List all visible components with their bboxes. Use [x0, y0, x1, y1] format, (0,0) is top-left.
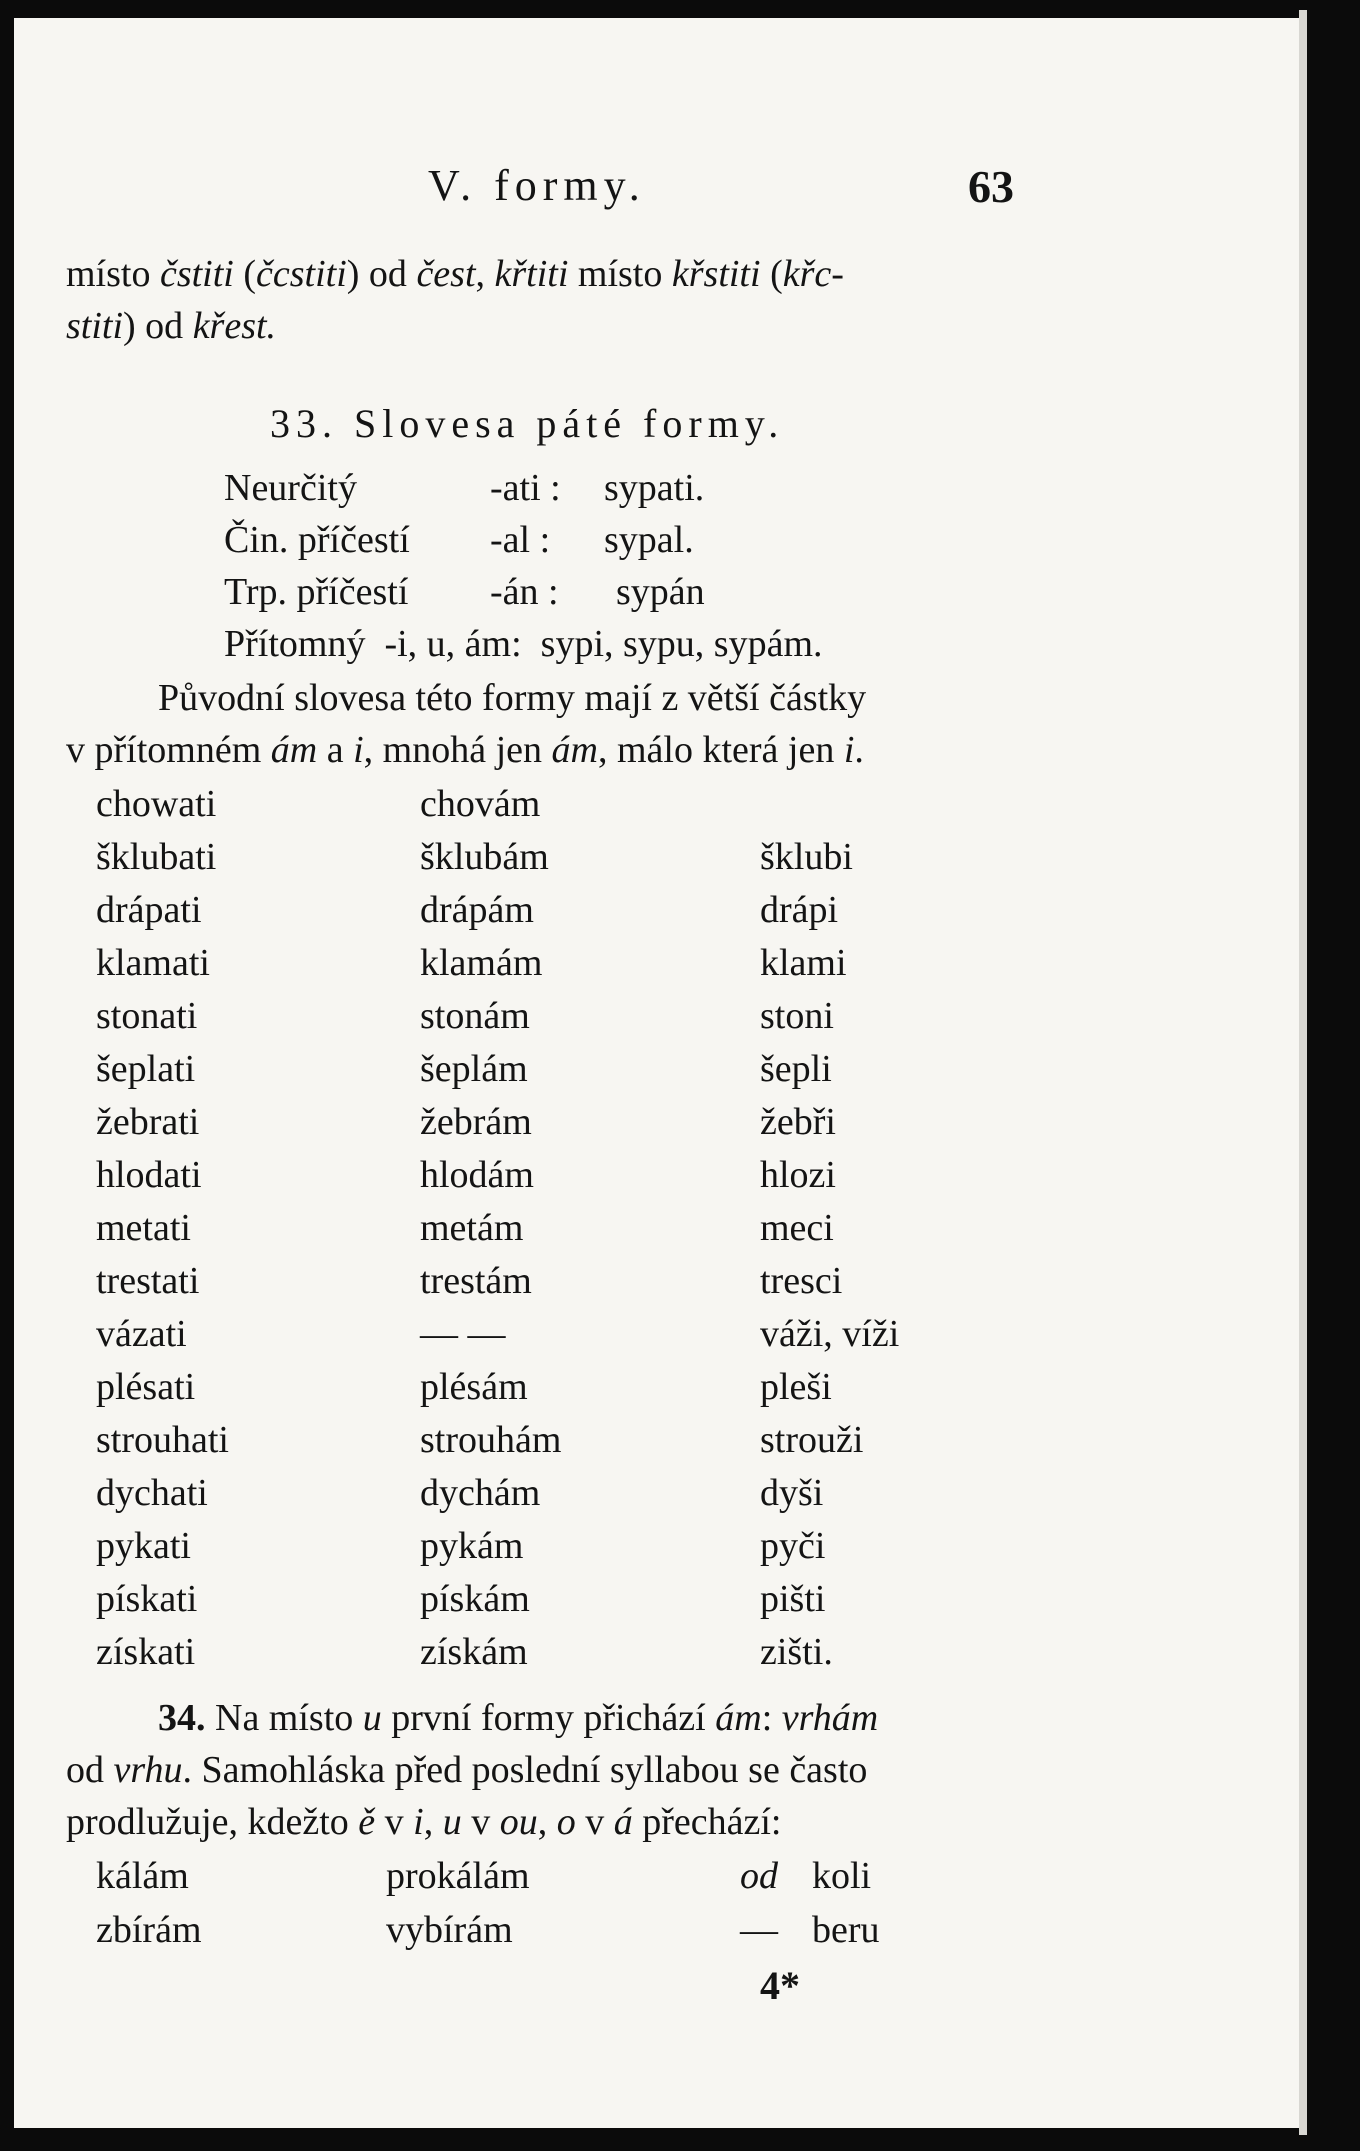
running-header: V. formy.	[428, 161, 646, 210]
verb-cell: stonati	[96, 995, 198, 1037]
verb-cell: šepli	[760, 1048, 832, 1090]
verb-cell: žebrám	[420, 1101, 532, 1143]
present-tense-line: Přítomný -i, u, ám: sypi, sypu, sypám.	[224, 623, 823, 665]
verb-cell: šklubám	[420, 836, 549, 878]
verb-cell: metati	[96, 1207, 191, 1249]
intro-line-2: stiti) od křest.	[66, 305, 277, 347]
paragraph-line-1: Původní slovesa této formy mají z větší částky	[158, 677, 867, 719]
verb-cell: váži, víži	[760, 1313, 900, 1355]
verb-cell: šeplám	[420, 1048, 528, 1090]
verb-cell: hlozi	[760, 1154, 836, 1196]
verb-cell: trestati	[96, 1260, 200, 1302]
verb-cell: zišti.	[760, 1631, 833, 1673]
bottom-cell: zbírám	[96, 1909, 202, 1951]
verb-cell: tresci	[760, 1260, 843, 1302]
form-label: Čin. příčestí	[224, 519, 410, 561]
form-suffix: -án :	[490, 571, 559, 613]
verb-cell: chovám	[420, 783, 541, 825]
verb-cell: hlodám	[420, 1154, 534, 1196]
verb-cell: získám	[420, 1631, 528, 1673]
form-example: sypati.	[604, 467, 705, 509]
paragraph-line-2: v přítomném ám a i, mnohá jen ám, málo která jen i.	[66, 729, 864, 771]
verb-cell: dyši	[760, 1472, 824, 1514]
page-edge	[1299, 10, 1307, 2135]
verb-cell: stoni	[760, 995, 834, 1037]
verb-cell: získati	[96, 1631, 196, 1673]
verb-cell: žebři	[760, 1101, 836, 1143]
section-34-line-1: 34. Na místo u první formy přichází ám: vrhám	[158, 1697, 879, 1739]
verb-cell: strouži	[760, 1419, 864, 1461]
form-example: sypán	[616, 571, 705, 613]
page-number: 63	[968, 161, 1014, 212]
verb-cell: šklubi	[760, 836, 853, 878]
form-label: Neurčitý	[224, 467, 357, 509]
verb-cell: stonám	[420, 995, 530, 1037]
signature-mark: 4*	[760, 1963, 800, 2008]
verb-cell: klamám	[420, 942, 543, 984]
form-suffix: -al :	[490, 519, 551, 561]
verb-cell: strouhám	[420, 1419, 562, 1461]
verb-cell: plésám	[420, 1366, 528, 1408]
verb-cell: plésati	[96, 1366, 196, 1408]
bottom-cell: koli	[812, 1855, 872, 1897]
bottom-cell: vybírám	[386, 1909, 513, 1951]
verb-cell: strouhati	[96, 1419, 229, 1461]
bottom-cell: kálám	[96, 1855, 189, 1897]
form-suffix: -ati :	[490, 467, 561, 509]
verb-cell: klamati	[96, 942, 210, 984]
form-example: sypal.	[604, 519, 694, 561]
verb-cell: — —	[420, 1313, 506, 1355]
verb-cell: klami	[760, 942, 847, 984]
section-34-line-2: od vrhu. Samohláska před poslední syllabou se často	[66, 1749, 868, 1791]
verb-cell: metám	[420, 1207, 524, 1249]
verb-cell: drápati	[96, 889, 202, 931]
verb-cell: chowati	[96, 783, 217, 825]
bottom-cell: beru	[812, 1909, 880, 1951]
verb-cell: pykati	[96, 1525, 191, 1567]
verb-cell: pleši	[760, 1366, 832, 1408]
verb-cell: pískati	[96, 1578, 198, 1620]
verb-cell: vázati	[96, 1313, 187, 1355]
verb-cell: hlodati	[96, 1154, 202, 1196]
verb-cell: drápi	[760, 889, 839, 931]
verb-cell: šeplati	[96, 1048, 196, 1090]
verb-cell: dychám	[420, 1472, 541, 1514]
bottom-cell: —	[740, 1909, 778, 1951]
verb-cell: meci	[760, 1207, 834, 1249]
verb-cell: trestám	[420, 1260, 532, 1302]
section-33-heading: 33. Slovesa páté formy.	[270, 401, 785, 446]
verb-cell: pišti	[760, 1578, 826, 1620]
intro-line-1: místo čstiti (čcstiti) od čest, křtiti místo křstiti (křc-	[66, 253, 844, 295]
bottom-cell: prokálám	[386, 1855, 530, 1897]
verb-cell: šklubati	[96, 836, 217, 878]
verb-cell: pyči	[760, 1525, 826, 1567]
verb-cell: žebrati	[96, 1101, 200, 1143]
form-label: Trp. příčestí	[224, 571, 409, 613]
verb-cell: pykám	[420, 1525, 524, 1567]
section-34-line-3: prodlužuje, kdežto ě v i, u v ou, o v á přechází:	[66, 1801, 782, 1843]
verb-cell: dychati	[96, 1472, 208, 1514]
bottom-cell: od	[740, 1855, 778, 1897]
verb-cell: pískám	[420, 1578, 530, 1620]
verb-cell: drápám	[420, 889, 534, 931]
